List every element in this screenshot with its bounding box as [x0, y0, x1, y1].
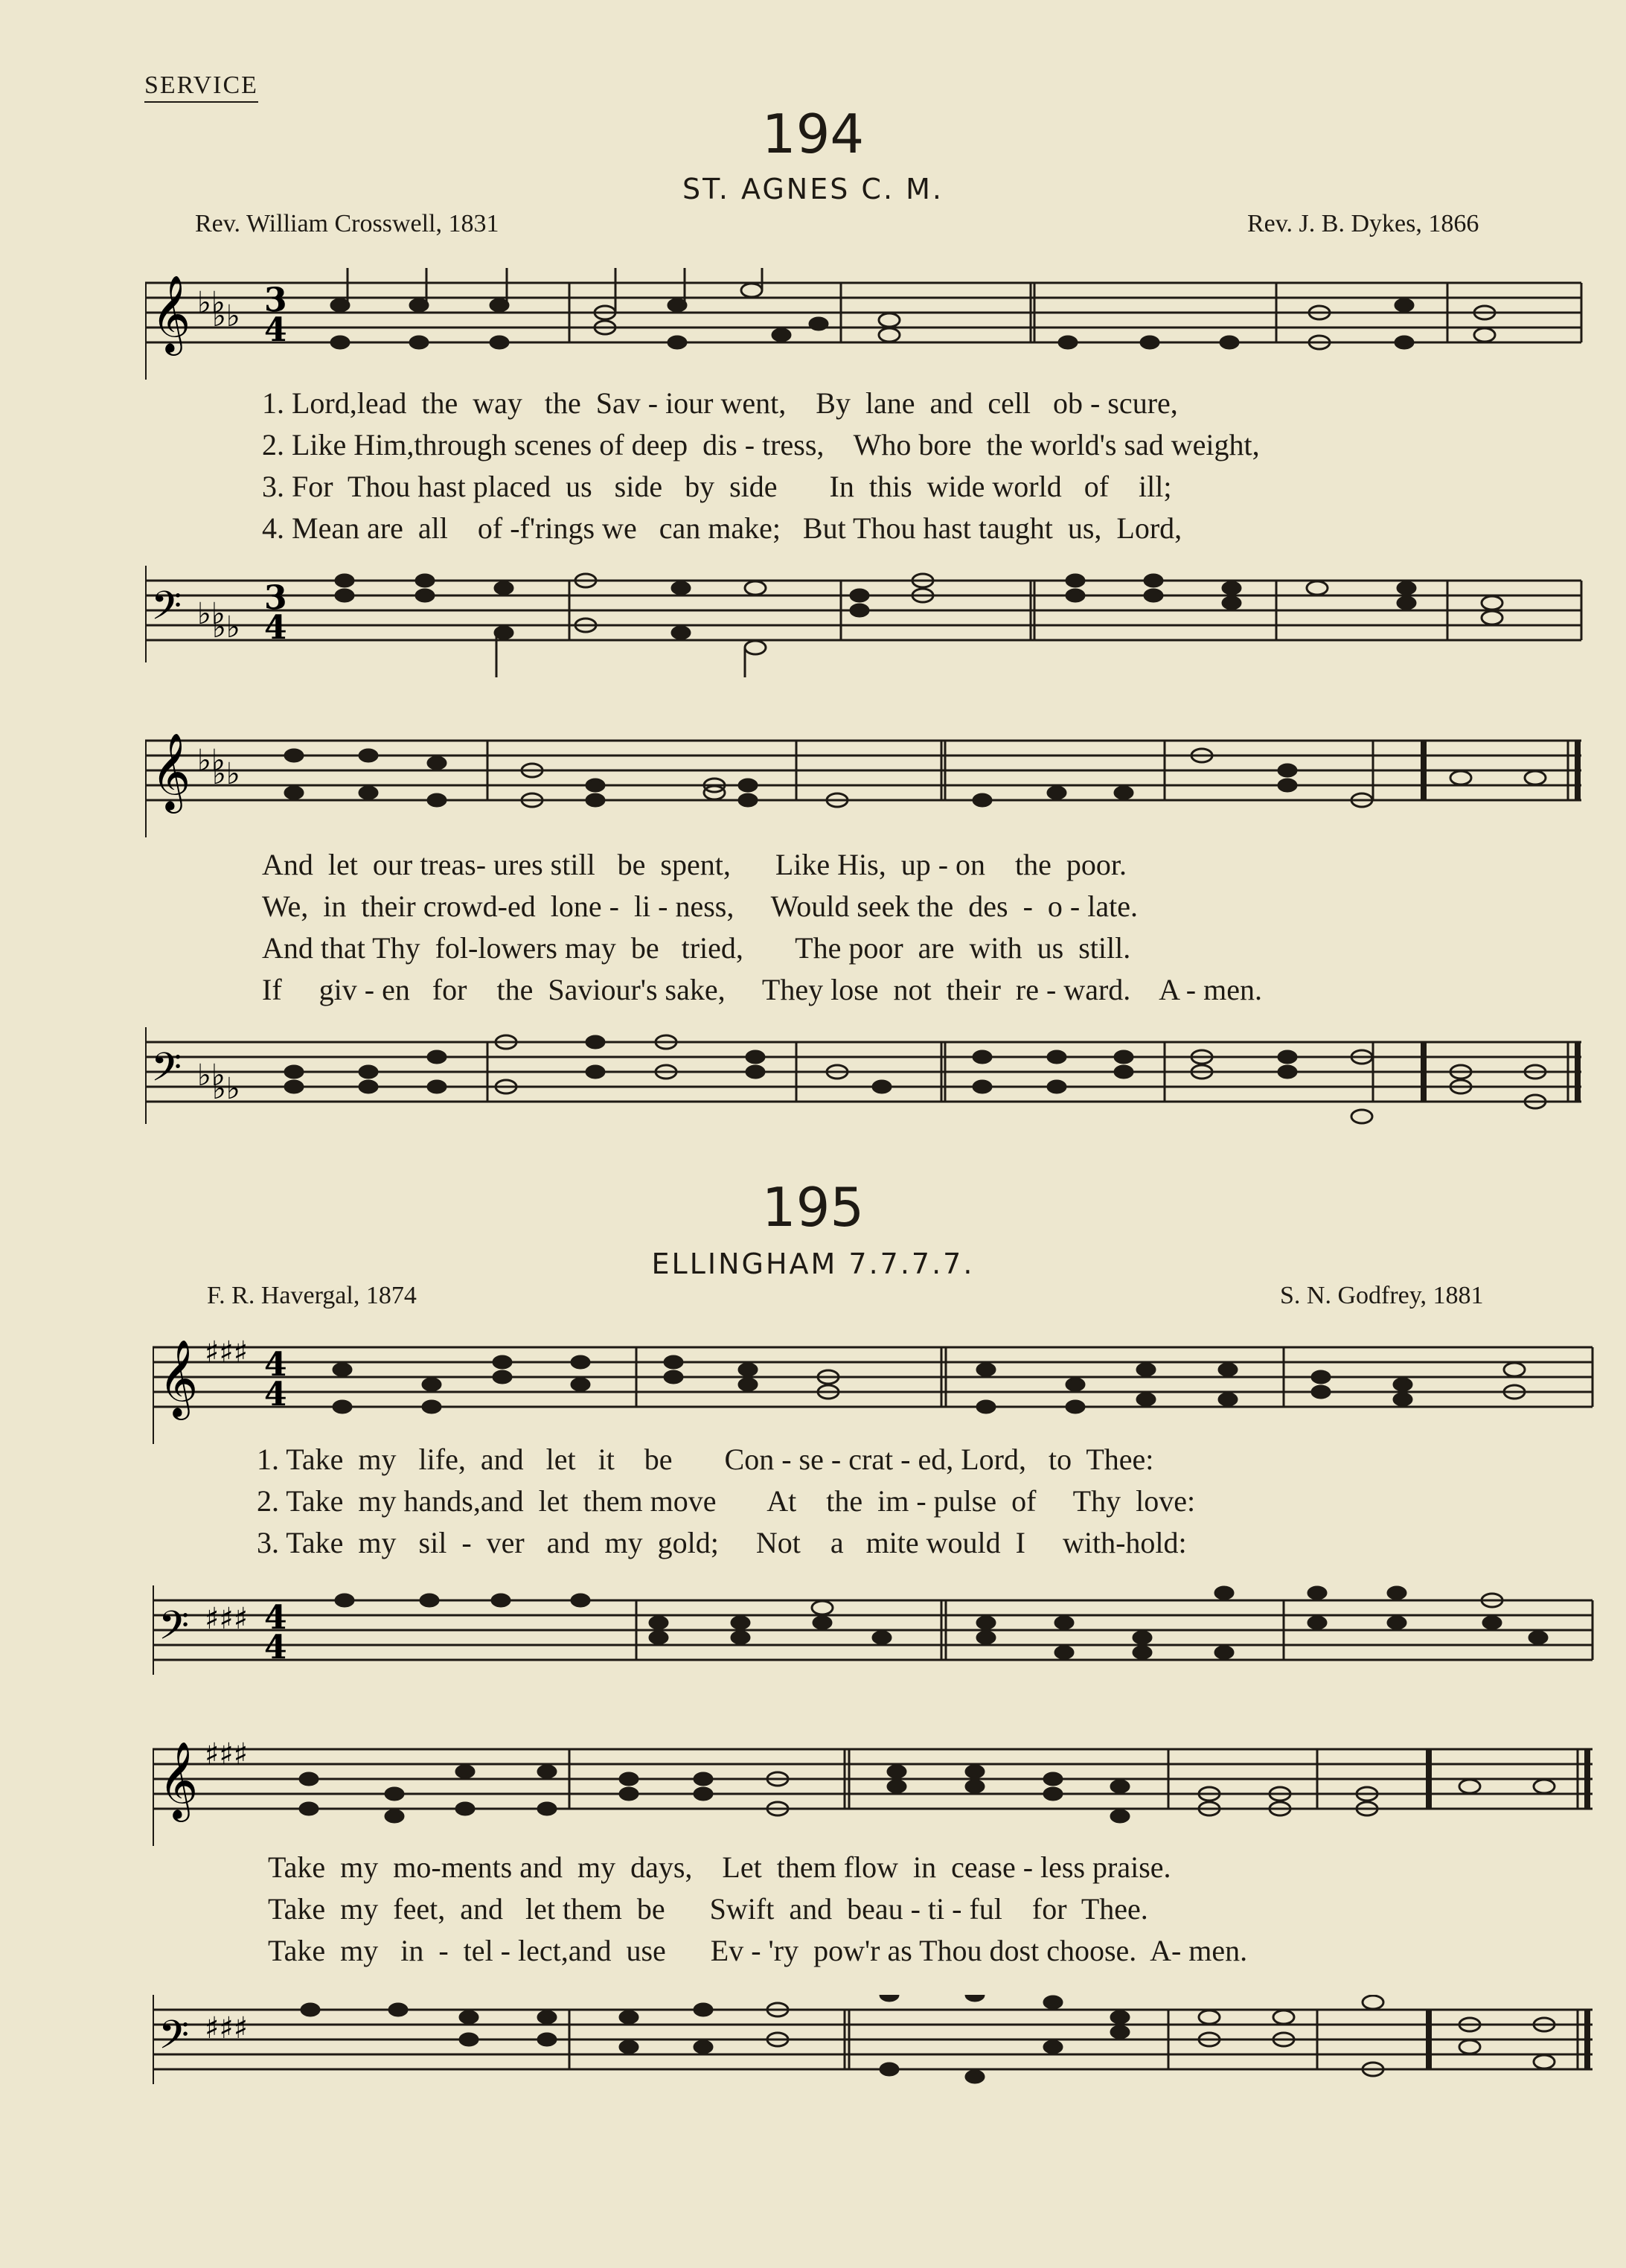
svg-text:♭♭: ♭♭ — [212, 757, 240, 791]
svg-text:♯♯♯: ♯♯♯ — [205, 1602, 249, 1636]
svg-text:♯♯♯: ♯♯♯ — [205, 2011, 249, 2045]
lyric-line: We, in their crowd-ed lone - li - ness, Would seek the des - o - late. — [262, 889, 1138, 923]
bass-staff — [153, 1585, 1604, 1697]
svg-text:♭♭: ♭♭ — [212, 610, 240, 645]
svg-text:𝄞: 𝄞 — [159, 1339, 199, 1417]
lyric-line: Take my feet, and let them be Swift and beau - ti - ful for Thee. — [268, 1892, 1148, 1926]
section-label: SERVICE — [144, 71, 258, 103]
svg-text:♯♯♯: ♯♯♯ — [205, 1737, 249, 1772]
svg-text:𝄞: 𝄞 — [151, 732, 191, 811]
svg-text:♭♭: ♭♭ — [212, 1072, 240, 1106]
bass-staff — [145, 566, 1596, 677]
bass-staff — [145, 1027, 1596, 1139]
lyric-line: 2. Like Him,through scenes of deep dis - tress, Who bore the world's sad weight, — [262, 428, 1260, 461]
tune-name: ELLINGHAM 7.7.7.7. — [651, 1248, 975, 1280]
lyric-line: And let our treas- ures still be spent, Like His, up - on the poor. — [262, 848, 1127, 881]
lyric-line: Take my mo-ments and my days, Let them flow in cease - less praise. — [268, 1850, 1171, 1884]
lyric-line: 1. Take my life, and let it be Con - se - crat - ed, Lord, to Thee: — [257, 1443, 1154, 1476]
lyric-line: 1. Lord,lead the way the Sav - iour went, By lane and cell ob - scure, — [262, 386, 1178, 420]
svg-text:♭♭: ♭♭ — [197, 1058, 225, 1093]
treble-staff — [145, 268, 1596, 380]
lyric-line: If giv - en for the Saviour's sake, They lose not their re - ward. A - men. — [262, 973, 1262, 1006]
music-credit: Rev. J. B. Dykes, 1866 — [1247, 210, 1479, 237]
lyric-line: And that Thy fol-lowers may be tried, The poor are with us still. — [262, 931, 1131, 965]
svg-text:4: 4 — [264, 609, 287, 647]
svg-text:4: 4 — [264, 1346, 287, 1384]
lyric-line: Take my in - tel - lect,and use Ev - 'ry pow'r as Thou dost choose. A- men. — [268, 1934, 1248, 1967]
svg-text:𝄢: 𝄢 — [159, 2013, 190, 2068]
music-credit: S. N. Godfrey, 1881 — [1280, 1282, 1484, 1309]
words-credit: F. R. Havergal, 1874 — [207, 1282, 417, 1309]
svg-text:𝄢: 𝄢 — [151, 584, 182, 639]
svg-text:3: 3 — [264, 281, 287, 319]
treble-staff — [153, 1332, 1604, 1444]
svg-text:♭♭: ♭♭ — [212, 299, 240, 333]
svg-text:𝄞: 𝄞 — [159, 1741, 199, 1819]
lyric-line: 3. For Thou hast placed us side by side In this wide world of ill; — [262, 470, 1172, 503]
svg-text:♭♭: ♭♭ — [197, 597, 225, 631]
svg-text:4: 4 — [264, 1629, 287, 1667]
words-credit: Rev. William Crosswell, 1831 — [195, 210, 499, 237]
hymn-number: 194 — [761, 103, 865, 165]
tune-name: ST. AGNES C. M. — [682, 173, 944, 205]
svg-text:♯♯♯: ♯♯♯ — [205, 1335, 249, 1370]
svg-text:3: 3 — [264, 579, 287, 617]
lyric-line: 3. Take my sil - ver and my gold; Not a mite would I with-hold: — [257, 1526, 1187, 1559]
bass-staff — [153, 1995, 1604, 2106]
lyric-line: 2. Take my hands,and let them move At the im - pulse of Thy love: — [257, 1484, 1196, 1518]
treble-staff — [145, 726, 1596, 837]
svg-text:4: 4 — [264, 1599, 287, 1637]
svg-text:𝄢: 𝄢 — [159, 1603, 190, 1658]
treble-staff — [153, 1734, 1604, 1846]
svg-text:𝄢: 𝄢 — [151, 1045, 182, 1100]
svg-text:4: 4 — [264, 1376, 287, 1413]
svg-text:𝄞: 𝄞 — [151, 275, 191, 353]
lyric-line: 4. Mean are all of -f'rings we can make; But Thou hast taught us, Lord, — [262, 511, 1182, 545]
hymn-number: 195 — [761, 1176, 865, 1239]
svg-text:♭♭: ♭♭ — [197, 744, 225, 778]
svg-text:♭♭: ♭♭ — [197, 286, 225, 320]
svg-text:4: 4 — [264, 311, 287, 349]
